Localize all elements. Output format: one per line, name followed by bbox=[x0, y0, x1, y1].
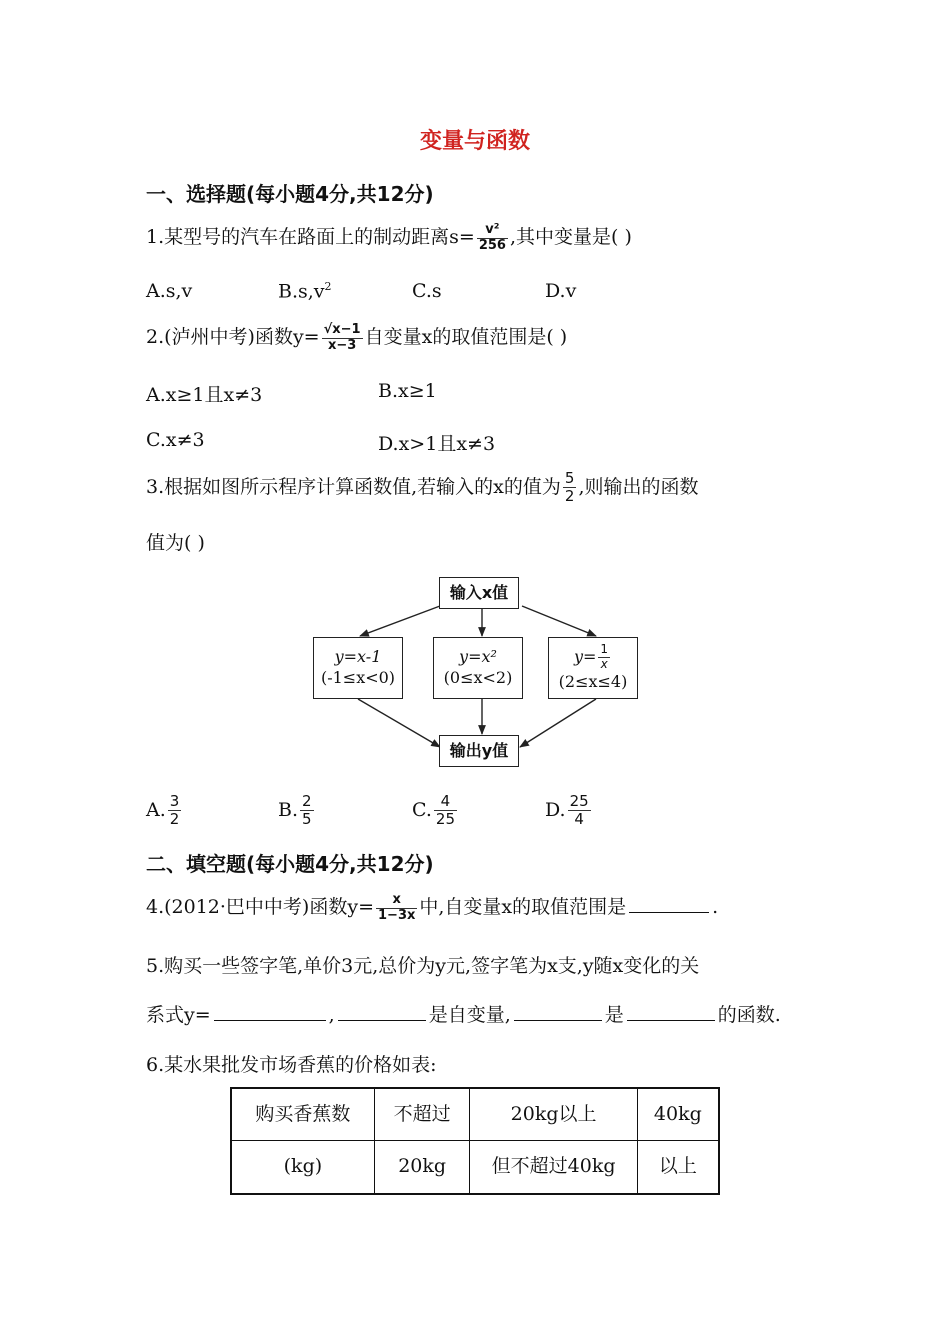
table-cell: 以上 bbox=[637, 1141, 719, 1194]
table-cell: 不超过 bbox=[374, 1088, 470, 1141]
question-1-option-d: D.v bbox=[545, 280, 577, 302]
question-1-option-b: $B.s,v^2$ bbox=[278, 280, 332, 303]
question-2-option-b: B.x≥1 bbox=[378, 380, 437, 402]
section-heading-fill: 二、填空题(每小题4分,共12分) bbox=[146, 852, 434, 876]
page-title: 变量与函数 bbox=[419, 129, 530, 154]
answer-blank[interactable] bbox=[338, 1002, 426, 1021]
table-cell: 20kg bbox=[374, 1141, 470, 1194]
question-4: 4.(2012·巴中中考)函数y= $\frac{x}{1-3x}$ 中,自变量x的取值范围是 . bbox=[146, 891, 719, 923]
question-4-fraction: $\frac{x}{1-3x}$ bbox=[378, 891, 416, 923]
answer-blank[interactable] bbox=[514, 1002, 602, 1021]
question-1: 1.某型号的汽车在路面上的制动距离s= $\frac{\text{v²}}{256}$ ,其中变量是( ) bbox=[146, 221, 632, 253]
question-1-fraction: $\frac{\text{v²}}{256}$ bbox=[478, 221, 506, 253]
question-1-option-c: C.s bbox=[412, 280, 442, 302]
flowchart-input-box: 输入x值 bbox=[439, 577, 519, 609]
question-3-option-a: A. $\frac{3}{2}$ bbox=[146, 792, 180, 829]
table-cell: (kg) bbox=[231, 1141, 374, 1194]
question-3-option-b: B. $\frac{2}{5}$ bbox=[278, 792, 312, 829]
question-2-option-c: C.x≠3 bbox=[146, 429, 205, 451]
flowchart-branch-3: y= $\frac{1}{x}$ (2≤x≤4) bbox=[548, 637, 638, 699]
table-cell: 但不超过40kg bbox=[470, 1141, 637, 1194]
question-5-line-1: 5.购买一些签字笔,单价3元,总价为y元,签字笔为x支,y随x变化的关 bbox=[146, 955, 700, 977]
table-row bbox=[231, 1088, 719, 1141]
table-cell: 购买香蕉数 bbox=[231, 1088, 374, 1141]
question-3-fraction: $\frac{5}{2}$ bbox=[564, 469, 575, 506]
section-heading-choice: 一、选择题(每小题4分,共12分) bbox=[146, 182, 434, 206]
answer-blank[interactable] bbox=[629, 894, 709, 913]
question-2-option-a: A.x≥1且x≠3 bbox=[146, 384, 263, 406]
question-2-option-d: D.x>1且x≠3 bbox=[378, 433, 496, 455]
flowchart-branch-1: y=x-1 (-1≤x<0) bbox=[313, 637, 403, 699]
price-table bbox=[230, 1087, 720, 1195]
answer-blank[interactable] bbox=[627, 1002, 715, 1021]
flowchart-branch-2: y=x² (0≤x<2) bbox=[433, 637, 523, 699]
question-3: 3.根据如图所示程序计算函数值,若输入的x的值为 $\frac{5}{2}$ ,则输出的函数 bbox=[146, 469, 699, 506]
question-3-line-2: 值为( ) bbox=[146, 532, 205, 554]
table-cell: 20kg以上 bbox=[470, 1088, 637, 1141]
question-6: 6.某水果批发市场香蕉的价格如表: bbox=[146, 1054, 437, 1076]
question-1-text: 1.某型号的汽车在路面上的制动距离s= bbox=[146, 226, 475, 248]
table-cell: 40kg bbox=[637, 1088, 719, 1141]
table-row bbox=[231, 1141, 719, 1194]
question-2-fraction: $\frac{√x-1}{x-3}$ bbox=[323, 321, 361, 353]
flowchart-output-box: 输出y值 bbox=[439, 735, 519, 767]
question-3-option-d: D. $\frac{25}{4}$ bbox=[545, 792, 589, 829]
question-5-line-2: 系式y= , 是自变量, 是 的函数. bbox=[146, 1004, 781, 1026]
answer-blank[interactable] bbox=[214, 1002, 326, 1021]
question-3-option-c: C. $\frac{4}{25}$ bbox=[412, 792, 455, 829]
question-2: 2.(泸州中考)函数y= $\frac{√x-1}{x-3}$ 自变量x的取值范围是( ) bbox=[146, 321, 568, 353]
question-1-option-a: A.s,v bbox=[146, 280, 193, 302]
flowchart-branch-3-formula: y= $\frac{1}{x}$ bbox=[573, 642, 609, 672]
